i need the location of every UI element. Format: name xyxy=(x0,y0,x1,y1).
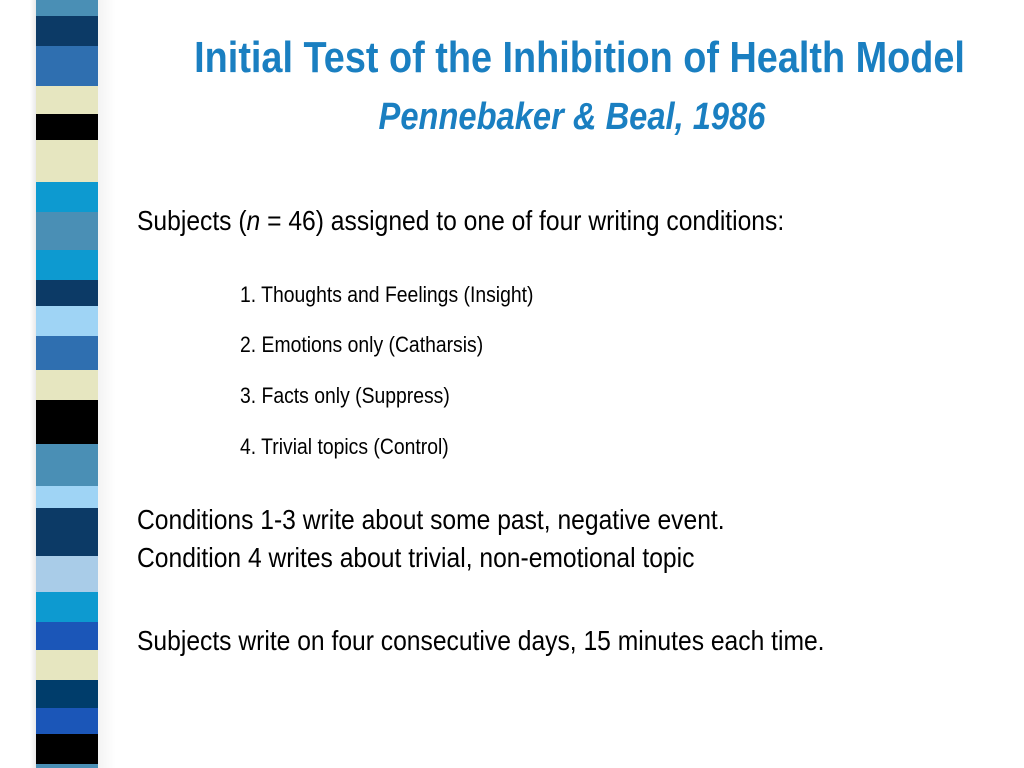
intro-line xyxy=(137,203,784,239)
condition-item-3: 3. Facts only (Suppress) xyxy=(240,383,450,408)
stripe-block xyxy=(36,508,98,556)
stripe-block xyxy=(36,400,98,444)
note-schedule: Subjects write on four consecutive days, 15 minutes each time. xyxy=(137,625,825,656)
intro-after-n: = 46) assigned to one of four writing conditions: xyxy=(260,205,785,236)
stripe-block xyxy=(36,250,98,280)
stripe-block xyxy=(36,0,98,16)
stripe-block xyxy=(36,556,98,592)
stripe-block xyxy=(36,46,98,86)
stripe-block xyxy=(36,370,98,400)
condition-item-4: 4. Trivial topics (Control) xyxy=(240,434,449,459)
stripe-block xyxy=(36,86,98,114)
slide-title: Initial Test of the Inhibition of Health Model xyxy=(194,33,965,82)
slide-subtitle: Pennebaker & Beal, 1986 xyxy=(378,96,766,138)
condition-item-1: 1. Thoughts and Feelings (Insight) xyxy=(240,282,534,307)
stripe-block xyxy=(36,486,98,508)
stripe-block xyxy=(36,622,98,650)
stripe-block xyxy=(36,444,98,486)
stripe-block xyxy=(36,16,98,46)
stripe-block xyxy=(36,764,98,768)
decorative-stripe xyxy=(36,0,98,768)
intro-n-symbol: n xyxy=(246,205,261,236)
intro-before-n: Subjects ( xyxy=(137,205,247,236)
stripe-block xyxy=(36,306,98,336)
stripe-block xyxy=(36,280,98,306)
stripe-block xyxy=(36,708,98,734)
stripe-block xyxy=(36,734,98,764)
note-conditions-1-3: Conditions 1-3 write about some past, negative event. xyxy=(137,504,725,535)
stripe-block xyxy=(36,140,98,182)
stripe-block xyxy=(36,650,98,680)
stripe-block xyxy=(36,114,98,140)
stripe-block xyxy=(36,182,98,212)
condition-item-2: 2. Emotions only (Catharsis) xyxy=(240,332,484,357)
stripe-block xyxy=(36,336,98,370)
stripe-block xyxy=(36,592,98,622)
note-condition-4: Condition 4 writes about trivial, non-emotional topic xyxy=(137,542,695,573)
stripe-block xyxy=(36,680,98,708)
stripe-block xyxy=(36,212,98,250)
